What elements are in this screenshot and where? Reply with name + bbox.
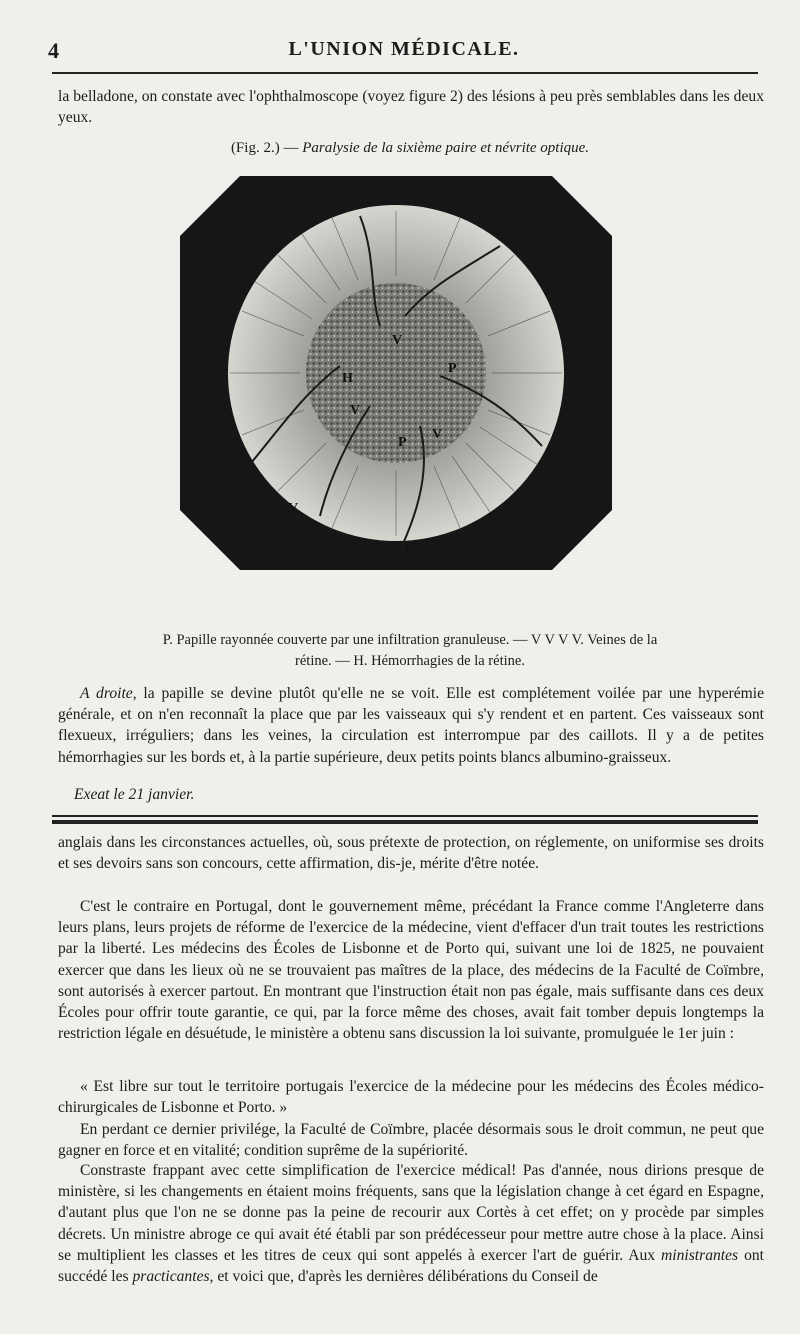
espagne-text-3: et voici que, d'après les dernières délibérations du Conseil de — [213, 1268, 598, 1286]
page-header — [48, 38, 760, 68]
paragraph-espagne — [58, 1160, 764, 1287]
figure-title — [180, 140, 640, 157]
right-eye-text: la papille se devine plutôt qu'elle ne se voit. Elle est complétement voilée par une hyperémie générale, et on n'en reconnaît la place que par les vaisseaux qui s'y rendent et en partent. Ces vaisseaux sont flexueux, irréguliers; dans les veines, la circulation est interrompue par des caillots. Il y a de petites hémorrhagies sur les bords et, à la partie supérieure, deux petits points blancs albumino-graisseux. — [58, 685, 764, 766]
paragraph-portugal: C'est le contraire en Portugal, dont le gouvernement même, précédant la France comme l'Angleterre dans leurs plans, leurs projets de réforme de l'exercice de la médecine, vient d'effacer d'un trait toutes les restrictions par la liberté. Les médecins des Écoles de Lisbonne et de Porto qui, suivant une loi de 1825, ne pouvaient exercer que dans les lieux où ne se trouvaient pas maîtres de la place, des médecins de la Faculté de Coïmbre, sont autorisés à exercer partout. En montrant que l'instruction était non pas égale, mais suffisante dans ces deux Écoles pour offrir toute garantie, ce qui, par la force même des choses, avait fait tomber depuis longtemps la restriction légale en désuétude, le ministère a obtenu sans discussion la loi suivante, promulguée le 1er juin : — [58, 898, 764, 1043]
label-p: P — [448, 361, 457, 376]
label-h: H — [342, 371, 353, 386]
exeat-line: Exeat le 21 janvier. — [74, 786, 195, 803]
figure-title-text: Paralysie de la sixième paire et névrite optique. — [302, 140, 590, 156]
granular-papilla — [306, 283, 486, 463]
figure-caption — [60, 630, 760, 672]
figure-number: (Fig. 2.) — — [230, 140, 299, 156]
right-eye-paragraph — [58, 683, 764, 768]
figure-caption-line1: P. Papille rayonnée couverte par une infiltration granuleuse. — V V V V. Veines de la — [162, 632, 658, 648]
paragraph-law-quote: « Est libre sur tout le territoire portugais l'exercice de la médecine pour les médecins des Écoles médico-chirurgicales de Lisbonne et Porto. » — [58, 1078, 764, 1117]
practicantes: practicantes, — [132, 1268, 214, 1286]
page-number: 4 — [48, 38, 59, 63]
ministrantes: ministrantes — [661, 1246, 739, 1264]
paragraph-anglais: anglais dans les circonstances actuelles, où, sous prétexte de protection, on réglemente, on uniformise ses droits et ses devoirs sans son concours, cette affirmation, dis-je, mérite d'être notée. — [58, 834, 764, 873]
top-paragraph: la belladone, on constate avec l'ophthalmoscope (voyez figure 2) des lésions à peu près semblables dans les deux yeux. — [58, 88, 764, 127]
paragraph-coimbre: En perdant ce dernier privilége, la Faculté de Coïmbre, placée désormais sous le droit commun, ne peut que gagner en force et en vitalité; condition suprême de la supériorité. — [58, 1121, 764, 1160]
right-eye-lead: A droite, — [80, 685, 137, 702]
label-v: V — [392, 333, 403, 348]
fundus-illustration — [180, 176, 612, 570]
fundus-figure — [180, 176, 612, 570]
header-rule — [52, 72, 758, 74]
espagne-text: Constraste frappant avec cette simplification de l'exercice médical! Pas d'année, nous dirions presque de ministère, si les changements en étaient moins fréquents, sans que la législation change à cet égard en Espagne, d'autant plus que l'on ne se donne pas la peine de recourir aux Cortès à cet effet; on y procède par simples décrets. Un ministre abroge ce qui avait été établi par son prédécesseur pour mettre autre chose à la place. Ainsi se multiplient les classes et les titres de ceux qui sont appelés à exercer l'art de guérir. Aux — [58, 1162, 764, 1264]
label-p2: P — [398, 435, 407, 450]
figure-caption-line2: rétine. — H. Hémorrhagies de la rétine. — [295, 653, 525, 669]
section-rule-top — [52, 815, 758, 817]
label-v5: V — [404, 543, 415, 558]
journal-title: L'UNION MÉDICALE. — [288, 38, 520, 60]
label-v4: V — [288, 501, 299, 516]
label-v3: V — [432, 427, 443, 442]
espagne-text-2: ont succédé les — [58, 1246, 764, 1286]
section-rule-bottom — [52, 820, 758, 824]
label-v2: V — [350, 403, 361, 418]
